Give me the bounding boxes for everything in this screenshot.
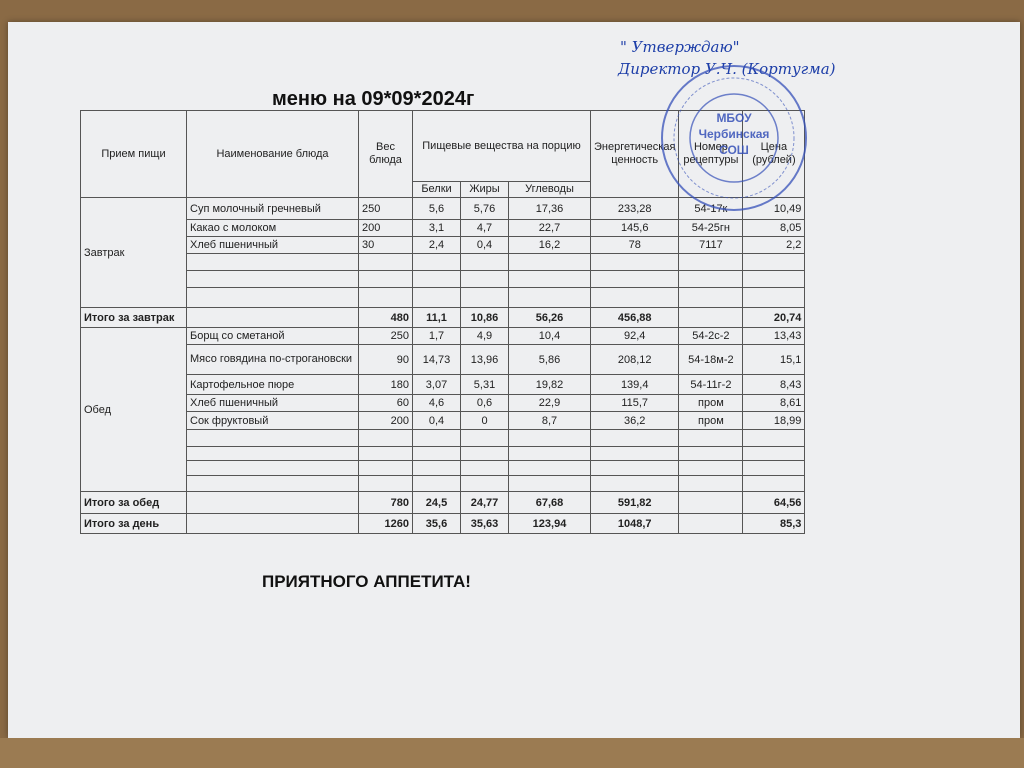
weight-cell: 200 [359,412,413,430]
dish-name: Картофельное пюре [187,375,359,395]
dish-name: Хлеб пшеничный [187,395,359,412]
empty-row [81,288,805,308]
total-row-lunch [81,492,805,514]
fat-cell: 0 [461,412,509,430]
protein-cell: 4,6 [413,395,461,412]
header-weight: Вес блюда [359,111,413,198]
total-fat: 24,77 [461,492,509,514]
dish-name: Какао с молоком [187,220,359,237]
protein-cell: 14,73 [413,345,461,375]
fat-cell: 0,6 [461,395,509,412]
energy-cell: 208,12 [591,345,679,375]
table-row [81,237,805,254]
recipe-cell: 54-18м-2 [679,345,743,375]
protein-cell: 5,6 [413,198,461,220]
header-protein: Белки [413,182,461,198]
approval-line-2: Директор У.Ч. (Кортугма) [618,60,836,78]
total-protein: 11,1 [413,308,461,328]
weight-cell: 200 [359,220,413,237]
carbs-cell: 22,7 [509,220,591,237]
stamp-line-2: Чербинская [698,127,770,141]
dish-name: Борщ со сметаной [187,328,359,345]
carbs-cell: 17,36 [509,198,591,220]
recipe-cell: пром [679,395,743,412]
price-cell: 18,99 [743,412,805,430]
fat-cell: 13,96 [461,345,509,375]
header-price: Цена (рублей) [743,111,805,198]
total-label: Итого за день [81,514,187,534]
header-carbs: Углеводы [509,182,591,198]
fat-cell: 0,4 [461,237,509,254]
weight-cell: 90 [359,345,413,375]
weight-cell: 60 [359,395,413,412]
dish-name: Суп молочный гречневый [187,198,359,220]
fat-cell: 5,31 [461,375,509,395]
table-row [81,345,805,375]
price-cell: 10,49 [743,198,805,220]
carbs-cell: 5,86 [509,345,591,375]
total-price: 64,56 [743,492,805,514]
empty-row [81,461,805,476]
dish-name: Сок фруктовый [187,412,359,430]
meal-lunch: Обед [81,328,187,492]
energy-cell: 233,28 [591,198,679,220]
fat-cell: 5,76 [461,198,509,220]
menu-title: меню на 09*09*2024г [272,88,475,110]
price-cell: 13,43 [743,328,805,345]
empty-row [81,430,805,447]
empty-row [81,254,805,271]
dish-name: Хлеб пшеничный [187,237,359,254]
recipe-cell: 54-11г-2 [679,375,743,395]
total-energy: 591,82 [591,492,679,514]
total-carbs: 67,68 [509,492,591,514]
energy-cell: 92,4 [591,328,679,345]
carbs-cell: 8,7 [509,412,591,430]
fat-cell: 4,7 [461,220,509,237]
energy-cell: 145,6 [591,220,679,237]
table-row [81,375,805,395]
table-row [81,328,805,345]
approval-line-1: " Утверждаю" [620,38,740,56]
price-cell: 15,1 [743,345,805,375]
price-cell: 8,61 [743,395,805,412]
total-energy: 456,88 [591,308,679,328]
total-price: 85,3 [743,514,805,534]
header-fat: Жиры [461,182,509,198]
protein-cell: 1,7 [413,328,461,345]
energy-cell: 36,2 [591,412,679,430]
dish-name: Мясо говядина по-строгановски [187,345,359,375]
total-row-day [81,514,805,534]
price-cell: 8,05 [743,220,805,237]
header-nutrients: Пищевые вещества на порцию [413,111,591,182]
header-meal: Прием пищи [81,111,187,198]
total-carbs: 56,26 [509,308,591,328]
footer-message: ПРИЯТНОГО АППЕТИТА! [262,572,471,591]
table-row [81,220,805,237]
weight-cell: 250 [359,198,413,220]
total-row-breakfast [81,308,805,328]
header-energy: Энергетическая ценность [591,111,679,198]
total-price: 20,74 [743,308,805,328]
total-weight: 780 [359,492,413,514]
energy-cell: 139,4 [591,375,679,395]
table-row [81,412,805,430]
table-row [81,395,805,412]
recipe-cell: 54-17к [679,198,743,220]
table-surface [0,738,1024,768]
header-recipe: Номер рецептуры [679,111,743,198]
total-fat: 10,86 [461,308,509,328]
price-cell: 8,43 [743,375,805,395]
header-dish: Наименование блюда [187,111,359,198]
meal-breakfast: Завтрак [81,198,187,308]
fat-cell: 4,9 [461,328,509,345]
total-protein: 24,5 [413,492,461,514]
energy-cell: 78 [591,237,679,254]
weight-cell: 180 [359,375,413,395]
total-label: Итого за обед [81,492,187,514]
total-carbs: 123,94 [509,514,591,534]
carbs-cell: 10,4 [509,328,591,345]
protein-cell: 3,07 [413,375,461,395]
school-stamp [658,62,810,214]
protein-cell: 3,1 [413,220,461,237]
empty-row [81,476,805,492]
recipe-cell: 54-2с-2 [679,328,743,345]
price-cell: 2,2 [743,237,805,254]
recipe-cell: 54-25гн [679,220,743,237]
total-fat: 35,63 [461,514,509,534]
energy-cell: 115,7 [591,395,679,412]
total-weight: 480 [359,308,413,328]
empty-row [81,447,805,461]
weight-cell: 250 [359,328,413,345]
stamp-line-3: СОШ [719,143,749,157]
recipe-cell: 7117 [679,237,743,254]
weight-cell: 30 [359,237,413,254]
total-weight: 1260 [359,514,413,534]
empty-row [81,271,805,288]
total-energy: 1048,7 [591,514,679,534]
stamp-line-1: МБОУ [716,111,752,125]
recipe-cell: пром [679,412,743,430]
carbs-cell: 22,9 [509,395,591,412]
total-protein: 35,6 [413,514,461,534]
total-label: Итого за завтрак [81,308,187,328]
carbs-cell: 16,2 [509,237,591,254]
protein-cell: 2,4 [413,237,461,254]
carbs-cell: 19,82 [509,375,591,395]
protein-cell: 0,4 [413,412,461,430]
